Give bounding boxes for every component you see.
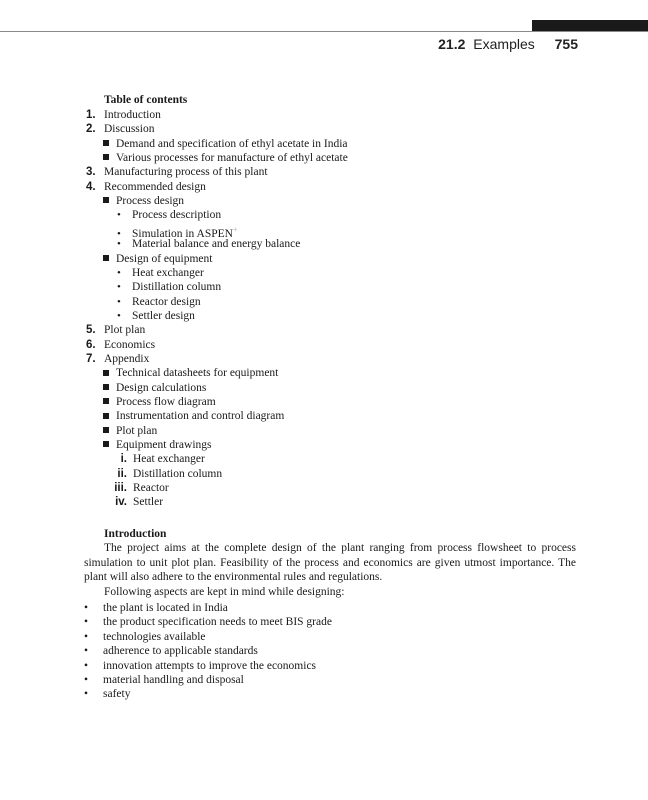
toc-item-text: Plot plan bbox=[104, 324, 146, 337]
round-bullet-icon: • bbox=[117, 266, 121, 279]
toc-roman-number: ii. bbox=[117, 467, 127, 480]
section-number: 21.2 bbox=[438, 36, 466, 52]
toc-subsubitem-text: Material balance and energy balance bbox=[132, 238, 301, 251]
toc-subsubitem bbox=[117, 266, 204, 280]
toc-subitem bbox=[103, 366, 278, 380]
toc-subsubitem bbox=[117, 295, 201, 309]
round-bullet-icon: • bbox=[117, 309, 121, 322]
list-item-text: adherence to applicable standards bbox=[103, 645, 258, 658]
list-item bbox=[84, 659, 316, 673]
toc-roman-text: Reactor bbox=[133, 482, 169, 495]
list-item-text: the product specification needs to meet BIS grade bbox=[103, 616, 332, 629]
round-bullet-icon: • bbox=[84, 659, 89, 672]
round-bullet-icon: • bbox=[117, 209, 121, 222]
toc-subitem bbox=[103, 438, 212, 452]
toc-subitem bbox=[103, 151, 348, 165]
toc-roman-item bbox=[104, 452, 205, 466]
toc-item bbox=[86, 338, 155, 352]
toc-title: Table of contents bbox=[104, 94, 188, 106]
toc-subitem-text: Process design bbox=[116, 195, 185, 208]
square-bullet-icon bbox=[103, 384, 109, 390]
toc-item-text: Recommended design bbox=[104, 180, 206, 193]
list-item-text: material handling and disposal bbox=[103, 674, 244, 686]
toc-item bbox=[86, 323, 145, 337]
toc-item-number: 5. bbox=[86, 324, 96, 337]
round-bullet-icon: • bbox=[84, 645, 89, 658]
section-title: Examples bbox=[473, 36, 535, 52]
toc-roman-item bbox=[104, 481, 169, 495]
introduction-heading: Introduction bbox=[104, 528, 167, 540]
toc-subitem-text: Design calculations bbox=[116, 381, 207, 394]
round-bullet-icon: • bbox=[117, 281, 121, 294]
square-bullet-icon bbox=[103, 441, 109, 447]
list-item bbox=[84, 630, 206, 644]
toc-subsubitem-text: Simulation in ASPEN bbox=[132, 227, 233, 240]
toc-item-number: 6. bbox=[86, 338, 96, 351]
toc-subitem-text: Instrumentation and control diagram bbox=[116, 410, 285, 423]
round-bullet-icon: • bbox=[84, 688, 89, 701]
square-bullet-icon bbox=[103, 255, 109, 261]
toc-item bbox=[86, 352, 149, 366]
square-bullet-icon bbox=[103, 398, 109, 404]
round-bullet-icon: • bbox=[117, 227, 121, 240]
toc-subitem-text: Design of equipment bbox=[116, 252, 213, 265]
toc-subitem-text: Various processes for manufacture of ethyl acetate bbox=[116, 152, 348, 165]
toc-item-text: Appendix bbox=[104, 352, 150, 365]
round-bullet-icon: • bbox=[84, 630, 89, 643]
toc-subsubitem bbox=[117, 237, 300, 251]
list-item-text: innovation attempts to improve the economics bbox=[103, 659, 317, 672]
toc-subsubitem bbox=[117, 309, 195, 323]
toc-item bbox=[86, 122, 154, 136]
page-number: 755 bbox=[554, 36, 578, 52]
toc-roman-number: iii. bbox=[114, 482, 127, 495]
square-bullet-icon bbox=[103, 140, 109, 146]
toc-subsubitem bbox=[117, 223, 238, 240]
running-header bbox=[438, 36, 578, 52]
toc-subsubitem bbox=[117, 280, 221, 294]
list-item bbox=[84, 644, 258, 658]
toc-item bbox=[86, 165, 268, 179]
list-item-text: safety bbox=[103, 688, 131, 701]
round-bullet-icon: • bbox=[84, 602, 89, 614]
square-bullet-icon bbox=[103, 370, 109, 376]
toc-roman-item bbox=[104, 467, 222, 481]
toc-roman-number: i. bbox=[120, 453, 127, 466]
round-bullet-icon: • bbox=[84, 616, 89, 629]
square-bullet-icon bbox=[103, 154, 109, 160]
toc-roman-text: Heat exchanger bbox=[133, 453, 205, 466]
toc-item-text: Introduction bbox=[104, 109, 161, 121]
toc-subitem bbox=[103, 381, 206, 395]
toc-item-number: 4. bbox=[86, 180, 96, 193]
toc-item-number: 2. bbox=[86, 123, 96, 136]
toc-subitem bbox=[103, 252, 212, 266]
toc-item bbox=[86, 180, 206, 194]
toc-subitem-text: Equipment drawings bbox=[116, 439, 212, 452]
intro-paragraph-1: The project aims at the complete design of the plant ranging from process flowsheet to process simulation to unit plot plan. Feasibility of the process and economics are given utmost importance. The plant will also adhere to the environmental rules and regulations. bbox=[84, 542, 576, 583]
round-bullet-icon: • bbox=[84, 674, 89, 686]
footnote-mark: + bbox=[232, 224, 238, 234]
toc-subsubitem-text: Distillation column bbox=[132, 281, 222, 294]
list-item bbox=[84, 601, 228, 615]
toc-subsubitem-text: Reactor design bbox=[132, 295, 201, 308]
round-bullet-icon: • bbox=[117, 295, 121, 308]
toc-subitem-text: Process flow diagram bbox=[116, 396, 216, 408]
toc-item-text: Manufacturing process of this plant bbox=[104, 166, 268, 179]
toc-subitem-text: Demand and specification of ethyl acetate in India bbox=[116, 137, 348, 150]
toc-subsubitem bbox=[117, 208, 221, 222]
toc-subsubitem-text: Heat exchanger bbox=[132, 266, 204, 279]
toc-roman-number: iv. bbox=[115, 496, 127, 509]
square-bullet-icon bbox=[103, 197, 109, 203]
toc-subitem bbox=[103, 424, 157, 438]
toc-item bbox=[86, 108, 161, 122]
toc-subitem bbox=[103, 409, 284, 423]
toc-item-number: 7. bbox=[86, 352, 96, 365]
toc-item-text: Discussion bbox=[104, 123, 155, 136]
toc-item-number: 1. bbox=[86, 109, 96, 121]
square-bullet-icon bbox=[103, 413, 109, 419]
toc-subitem-text: Plot plan bbox=[116, 424, 158, 437]
toc-roman-item bbox=[104, 495, 163, 509]
toc-roman-text: Distillation column bbox=[133, 467, 223, 480]
header-rule bbox=[0, 31, 648, 32]
toc-item-number: 3. bbox=[86, 166, 96, 179]
round-bullet-icon: • bbox=[117, 238, 121, 251]
list-item bbox=[84, 687, 130, 701]
toc-roman-text: Settler bbox=[133, 496, 164, 509]
list-item bbox=[84, 615, 332, 629]
list-item bbox=[84, 673, 244, 687]
intro-paragraph-2: Following aspects are kept in mind while designing: bbox=[104, 586, 345, 598]
square-bullet-icon bbox=[103, 427, 109, 433]
list-item-text: technologies available bbox=[103, 630, 206, 643]
toc-item-text: Economics bbox=[104, 338, 156, 351]
toc-subitem bbox=[103, 137, 348, 151]
toc-subitem bbox=[103, 395, 216, 409]
list-item-text: the plant is located in India bbox=[103, 602, 228, 614]
toc-subsubitem-text: Settler design bbox=[132, 309, 195, 322]
toc-subitem-text: Technical datasheets for equipment bbox=[116, 367, 279, 380]
toc-subitem bbox=[103, 194, 184, 208]
toc-subsubitem-text: Process description bbox=[132, 209, 222, 222]
